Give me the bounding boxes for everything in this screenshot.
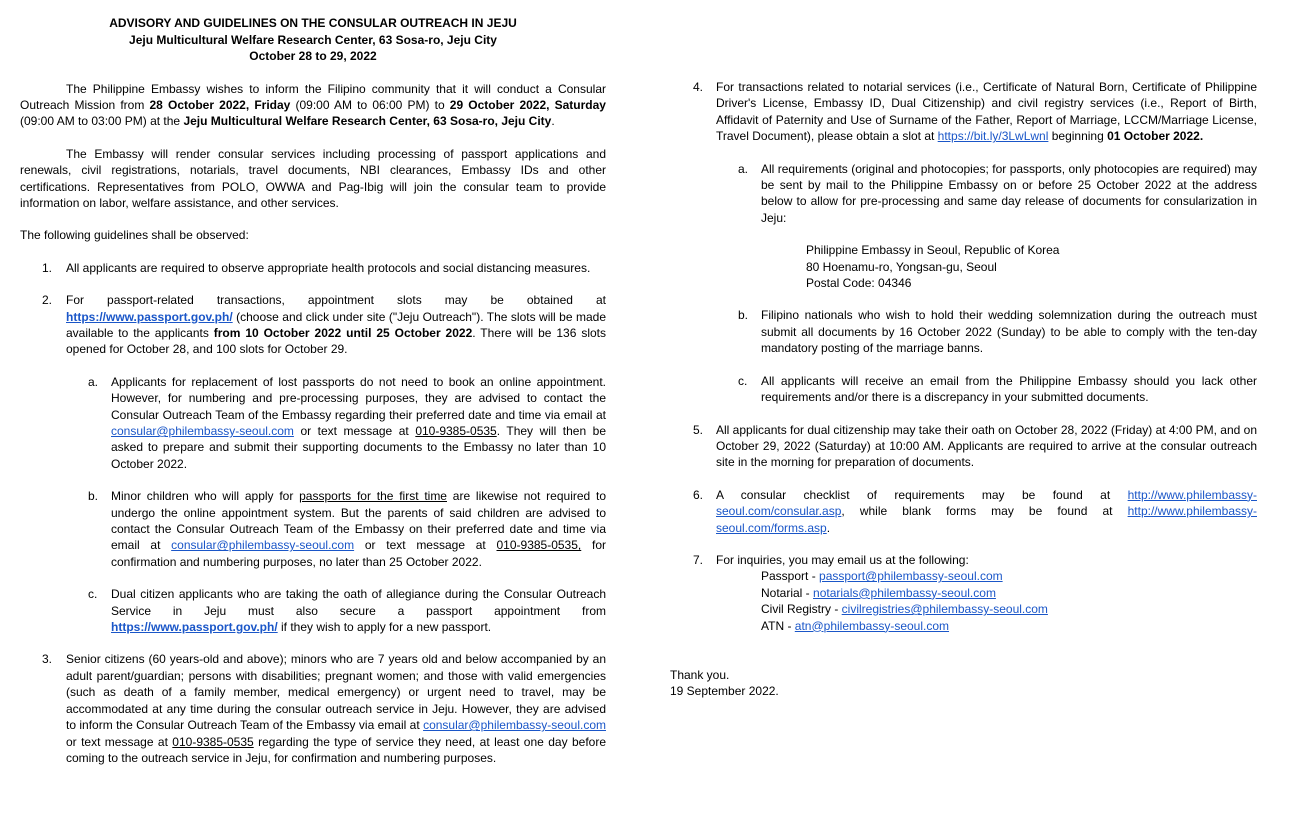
address-line-2: 80 Hoenamu-ro, Yongsan-gu, Seoul [806, 259, 997, 274]
guideline-item-4c [670, 373, 1257, 406]
guideline-item-2b [20, 488, 606, 570]
item7-text: For inquiries, you may email us at the following: [716, 552, 969, 567]
item2c-text-a: Dual citizen applicants who are taking the oath of allegiance during the Consular Outreach Service in Jeju must also secure a passport appointment from [111, 587, 606, 618]
intro1-text-e: (09:00 AM to 03:00 PM) at the [20, 114, 184, 129]
consular-checklist-link[interactable]: http://www.philembassy-seoul.com/consular.asp [716, 487, 1257, 519]
item-letter: a. [88, 374, 99, 389]
item2b-text-b: are likewise not required to undergo the online appointment system. But the parents of said children are advised to contact the Consular Outreach Team of the Embassy on their preferred date and time via email at [111, 489, 606, 553]
intro1-text-a: The Philippine Embassy wishes to inform the Filipino community that it will conduct a Consular Outreach Mission from [20, 81, 606, 112]
item3-text-a: Senior citizens (60 years-old and above); minors who are 7 years old and below accompanied by an adult parent/guardian; persons with disabilities; pregnant women; and those with valid emergencies (such as death of a family member, medical emergency) or urgent need to travel, may be accommodated at any time during the consular outreach service in Jeju. However, they are advised to inform the Consular Outreach Team of the Embassy via email at [66, 652, 606, 733]
item-number: 1. [42, 260, 53, 275]
advisory-title: ADVISORY AND GUIDELINES ON THE CONSULAR OUTREACH IN JEJU [109, 16, 517, 30]
left-column [20, 0, 606, 766]
intro1-sep: , [245, 97, 255, 112]
address-postal-code: Postal Code: 04346 [806, 276, 912, 291]
guidelines-intro: The following guidelines shall be observed: [20, 228, 249, 243]
right-column [670, 0, 1257, 700]
item-letter: c. [88, 587, 98, 602]
item5-text: All applicants for dual citizenship may take their oath on October 28, 2022 (Friday) at 4:00 PM, and on October 29, 2022 (Saturday) at 10:00 AM. Applicants are required to arrive at the consular outreach site in the morning for preparation of documents. [716, 422, 1257, 470]
passport-site-link[interactable]: https://www.passport.gov.ph/ [66, 309, 233, 324]
item3-text-c: regarding the type of service they need, at least one day before coming to the outreach service in Jeju, for confirmation and numbering purposes. [66, 734, 606, 765]
guideline-item-2c [20, 586, 606, 635]
intro1-start-day: Friday [254, 97, 291, 112]
guideline-item-4 [670, 79, 1257, 145]
contact-list [670, 568, 1257, 634]
item6-text-b: , while blank forms may be found at [841, 504, 1128, 519]
intro1-venue: Jeju Multicultural Welfare Research Center, 63 Sosa-ro, Jeju City [183, 114, 552, 129]
consular-email-link[interactable]: consular@philembassy-seoul.com [111, 424, 294, 438]
item-letter: b. [88, 489, 99, 504]
item2-text-a: For passport-related transactions, appointment slots may be obtained at [66, 293, 606, 308]
slot-booking-link[interactable]: https://bit.ly/3LwLwnl [937, 129, 1049, 144]
item2-text-c: . There will be 136 slots opened for October 28, and 100 slots for October 29. [66, 325, 606, 357]
contact-label: Notarial - [761, 585, 814, 600]
guideline-item-2 [20, 292, 606, 358]
contact-civil-registry [761, 601, 1257, 617]
guideline-item-7 [670, 552, 1257, 568]
item2a-text-b: or text message at [293, 424, 416, 438]
item2b-underlined: passports for the first time [299, 489, 447, 504]
guideline-item-5 [670, 422, 1257, 471]
intro-paragraph-2: The Embassy will render consular services including processing of passport applications and renewals, civil registrations, notarials, travel documents, NBI clearances, Embassy IDs and other certifications. Representatives from POLO, OWWA and Pag-Ibig will join the consular team to provide information on labor, welfare assistance, and other services. [20, 146, 606, 210]
guideline-item-4b [670, 307, 1257, 356]
intro-paragraph-1 [20, 81, 606, 130]
contact-passport [761, 568, 1257, 584]
item4-text-a: For transactions related to notarial services (i.e., Certificate of Natural Born, Certificate of Philippine Driver's License, Embassy ID, Dual Citizenship) and civil registry services (i.e., Report of Birth, Affidavit of Paternity and Use of Surname of the Father, Report of Marriage, LCCM/Marriage License, Travel Document), please obtain a slot at [716, 80, 1257, 144]
item2c-text-b: if they wish to apply for a new passport. [277, 620, 492, 635]
contact-label: Passport - [761, 569, 820, 584]
intro1-start-date: 28 October 2022 [149, 97, 246, 112]
item-number: 7. [693, 552, 704, 567]
item2a-text-a: Applicants for replacement of lost passports do not need to book an online appointment. However, for numbering and pre-processing purposes, they are advised to contact the Consular Outreach Team of the Embassy regarding their preferred date and time via email at [111, 374, 606, 422]
item-number: 2. [42, 293, 53, 308]
item2-text-b: (choose and click under site ("Jeju Outreach"). The slots will be made available to the applicants [66, 309, 606, 340]
item-number: 4. [693, 80, 704, 94]
item2-slot-dates: from 10 October 2022 until 25 October 2022 [213, 325, 473, 340]
guideline-item-4a [670, 161, 1257, 227]
closing-date: 19 September 2022. [670, 684, 779, 699]
closing [670, 667, 1257, 700]
passport-email-link[interactable]: passport@philembassy-seoul.com [819, 569, 1003, 584]
contact-notarial [761, 585, 1257, 601]
venue-subtitle: Jeju Multicultural Welfare Research Center, 63 Sosa-ro, Jeju City [129, 32, 497, 47]
item-number: 5. [693, 422, 704, 437]
contact-label: ATN - [761, 618, 795, 633]
embassy-address [670, 242, 1257, 291]
intro1-end-date: 29 October 2022, Saturday [449, 97, 606, 112]
item4-text-b: beginning [1048, 129, 1108, 144]
item2b-text-c: or text message at [354, 538, 497, 553]
guideline-item-6 [670, 487, 1257, 536]
closing-thanks: Thank you. [670, 667, 730, 682]
contact-label: Civil Registry - [761, 602, 842, 617]
item2b-text-a: Minor children who will apply for [111, 489, 300, 504]
contact-atn [761, 618, 1257, 634]
advisory-header [20, 15, 606, 65]
phone-number: 010-9385-0535, [496, 538, 582, 553]
item4c-text: All applicants will receive an email from the Philippine Embassy should you lack other requirements and/or there is a discrepancy in your submitted documents. [761, 373, 1257, 405]
item4b-text: Filipino nationals who wish to hold their wedding solemnization during the outreach must submit all documents by 16 October 2022 (Sunday) to be able to comply with the ten-day mandatory posting of the marriage banns. [761, 308, 1257, 356]
civil-registry-email-link[interactable]: civilregistries@philembassy-seoul.com [841, 602, 1048, 617]
item1-text: All applicants are required to observe appropriate health protocols and social distancing measures. [66, 260, 591, 275]
blank-forms-link[interactable]: http://www.philembassy-seoul.com/forms.asp [716, 504, 1257, 535]
consular-email-link[interactable]: consular@philembassy-seoul.com [171, 538, 355, 553]
item-number: 3. [42, 652, 53, 667]
item3-text-b: or text message at [66, 734, 173, 749]
passport-site-link[interactable]: https://www.passport.gov.ph/ [111, 620, 278, 635]
guideline-item-2a [20, 374, 606, 472]
phone-number: 010-9385-0535 [415, 424, 497, 438]
guideline-item-1 [20, 260, 606, 276]
item-letter: a. [738, 161, 749, 176]
notarial-email-link[interactable]: notarials@philembassy-seoul.com [813, 585, 996, 600]
item-letter: c. [738, 373, 748, 388]
phone-number: 010-9385-0535 [172, 734, 254, 749]
intro1-text-f: . [551, 114, 555, 129]
item4a-text: All requirements (original and photocopies; for passports, only photocopies are required) may be sent by mail to the Philippine Embassy on or before 25 October 2022 at the address below to allow for pre-processing and same day release of documents for consularization in Jeju: [761, 161, 1257, 225]
item6-text-c: . [826, 520, 831, 535]
date-subtitle: October 28 to 29, 2022 [249, 49, 377, 63]
item-number: 6. [693, 487, 704, 502]
atn-email-link[interactable]: atn@philembassy-seoul.com [794, 618, 950, 633]
guideline-item-3 [20, 651, 606, 766]
item2a-text-c: . They will then be asked to prepare and submit their supporting documents to the Embassy no later than 10 October 2022. [111, 424, 607, 471]
intro1-text-d: (09:00 AM to 06:00 PM) to [290, 97, 450, 112]
address-line-1: Philippine Embassy in Seoul, Republic of Korea [806, 243, 1060, 258]
item2b-text-d: for confirmation and numbering purposes, no later than 25 October 2022. [111, 538, 606, 569]
item4-start-date: 01 October 2022. [1107, 129, 1204, 144]
item6-text-a: A consular checklist of requirements may be found at [716, 487, 1128, 502]
item-letter: b. [738, 308, 749, 323]
consular-email-link[interactable]: consular@philembassy-seoul.com [423, 718, 606, 733]
